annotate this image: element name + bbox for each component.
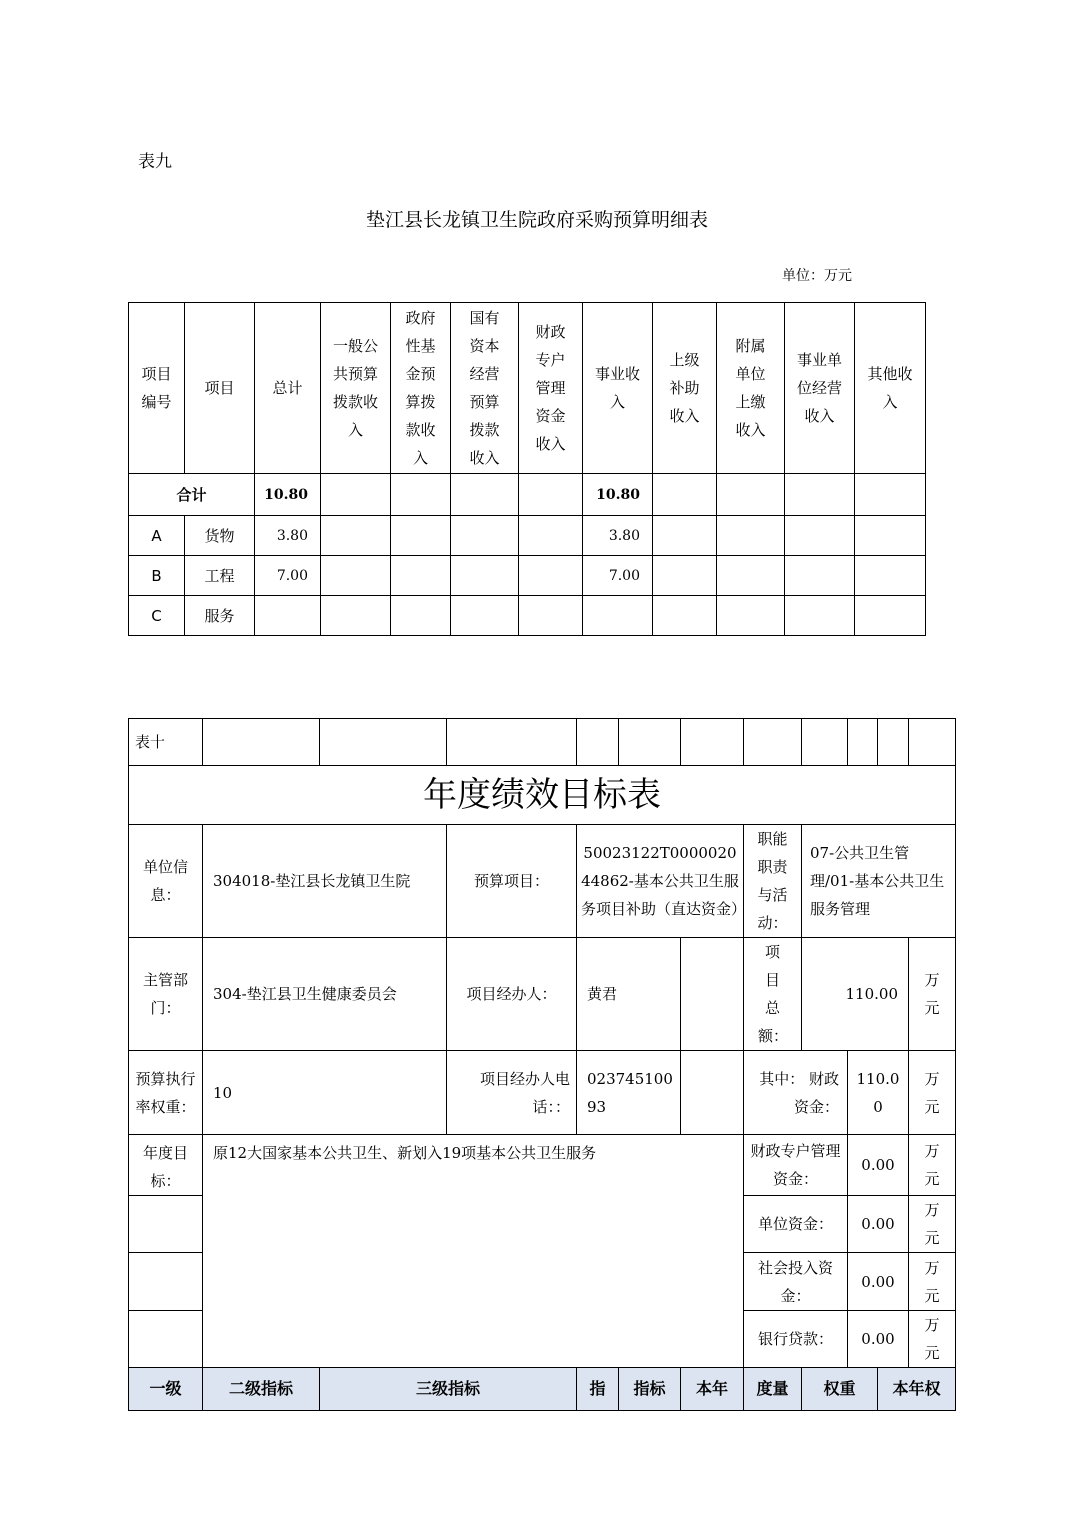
duty-value: 07-公共卫生管理/01-基本公共卫生服务管理 (802, 825, 956, 938)
footer-measure: 度量 (744, 1368, 802, 1411)
row-business: 7.00 (583, 556, 653, 596)
col-header-business-income: 事业收入 (583, 303, 653, 474)
col-header-special-account: 财政专户管理资金收入 (519, 303, 583, 474)
procurement-budget-table (128, 302, 926, 636)
footer-level3: 三级指标 (320, 1368, 577, 1411)
dept-value: 304-垫江县卫生健康委员会 (203, 938, 447, 1051)
unit-info-label: 单位信息： (129, 825, 203, 938)
duty-label: 职能职责与活动： (744, 825, 802, 938)
special-fund-unit: 万元 (909, 1135, 956, 1196)
manager-value: 黄君 (577, 938, 681, 1051)
budget-project-value: 50023122T000002044862-基本公共卫生服务项目补助（直达资金） (577, 825, 744, 938)
social-fund-unit: 万元 (909, 1253, 956, 1311)
total-amount-value: 110.00 (802, 938, 909, 1051)
unit-info-value: 304018-垫江县长龙镇卫生院 (203, 825, 447, 938)
weight-value: 10 (203, 1051, 447, 1135)
weight-label: 预算执行率权重： (129, 1051, 203, 1135)
total-label: 合计 (129, 474, 255, 516)
table10-label: 表十 (129, 719, 203, 766)
goal-value: 原12大国家基本公共卫生、新划入19项基本公共卫生服务 (203, 1135, 744, 1368)
loan-label: 银行贷款： (744, 1311, 848, 1368)
unit-fund-value: 0.00 (848, 1196, 909, 1253)
row-item: 工程 (185, 556, 255, 596)
fiscal-fund-unit: 万元 (909, 1051, 956, 1135)
table-row (129, 596, 926, 636)
goal-label: 年度目标： (129, 1135, 203, 1196)
table-row (129, 516, 926, 556)
table-row (129, 556, 926, 596)
fiscal-fund-value: 110.00 (848, 1051, 909, 1135)
social-fund-label: 社会投入资金： (744, 1253, 848, 1311)
table10-title: 年度绩效目标表 (129, 766, 956, 825)
footer-level1: 一级 (129, 1368, 203, 1411)
dept-row (129, 938, 956, 1051)
table9-title: 垫江县长龙镇卫生院政府采购预算明细表 (365, 209, 708, 231)
unit-fund-unit: 万元 (909, 1196, 956, 1253)
col-header-code: 项目编号 (129, 303, 185, 474)
loan-value: 0.00 (848, 1311, 909, 1368)
footer-this-year: 本年 (681, 1368, 744, 1411)
goal-row (129, 1135, 956, 1196)
special-fund-value: 0.00 (848, 1135, 909, 1196)
row-item: 服务 (185, 596, 255, 636)
row-business: 3.80 (583, 516, 653, 556)
loan-unit: 万元 (909, 1311, 956, 1368)
table10-label-row (129, 719, 956, 766)
social-fund-value: 0.00 (848, 1253, 909, 1311)
budget-project-label: 预算项目： (447, 825, 577, 938)
total-amount-unit: 万元 (909, 938, 956, 1051)
table9-label: 表九 (138, 152, 172, 172)
footer-weight: 权重 (802, 1368, 878, 1411)
unit-info-row (129, 825, 956, 938)
col-header-gov-fund: 政府性基金预算拨款收入 (391, 303, 451, 474)
table9-unit: 单位：万元 (782, 268, 852, 284)
row-code: B (129, 556, 185, 596)
table9-total-row (129, 474, 926, 516)
unit-fund-label: 单位资金： (744, 1196, 848, 1253)
total-amount-label: 项目总额： (744, 938, 802, 1051)
col-header-state-capital: 国有资本经营预算拨款收入 (451, 303, 519, 474)
col-header-affiliated-unit: 附属单位上缴收入 (717, 303, 785, 474)
footer-indicator-value: 指标 (619, 1368, 681, 1411)
row-total (255, 596, 321, 636)
manager-label: 项目经办人： (447, 938, 577, 1051)
indicator-header-row (129, 1368, 956, 1411)
col-header-superior-subsidy: 上级补助收入 (653, 303, 717, 474)
col-header-general-budget: 一般公共预算拨款收入 (321, 303, 391, 474)
weight-row (129, 1051, 956, 1135)
footer-this-year-weight: 本年权 (878, 1368, 956, 1411)
fiscal-fund-label: 其中： 财政资金： (744, 1051, 848, 1135)
phone-label: 项目经办人电话：： (447, 1051, 577, 1135)
col-header-total: 总计 (255, 303, 321, 474)
row-code: C (129, 596, 185, 636)
total-business: 10.80 (583, 474, 653, 516)
row-total: 7.00 (255, 556, 321, 596)
col-header-item: 项目 (185, 303, 255, 474)
phone-value: 02374510093 (577, 1051, 681, 1135)
col-header-business-operation: 事业单位经营收入 (785, 303, 855, 474)
dept-label: 主管部门： (129, 938, 203, 1051)
table10-title-row (129, 766, 956, 825)
total-sum: 10.80 (255, 474, 321, 516)
performance-goal-table (128, 718, 956, 1411)
row-item: 货物 (185, 516, 255, 556)
row-business (583, 596, 653, 636)
footer-level2: 二级指标 (203, 1368, 320, 1411)
col-header-other-income: 其他收入 (855, 303, 926, 474)
row-total: 3.80 (255, 516, 321, 556)
special-fund-label: 财政专户管理资金： (744, 1135, 848, 1196)
row-code: A (129, 516, 185, 556)
footer-indicator: 指 (577, 1368, 619, 1411)
table9-header-row (129, 303, 926, 474)
